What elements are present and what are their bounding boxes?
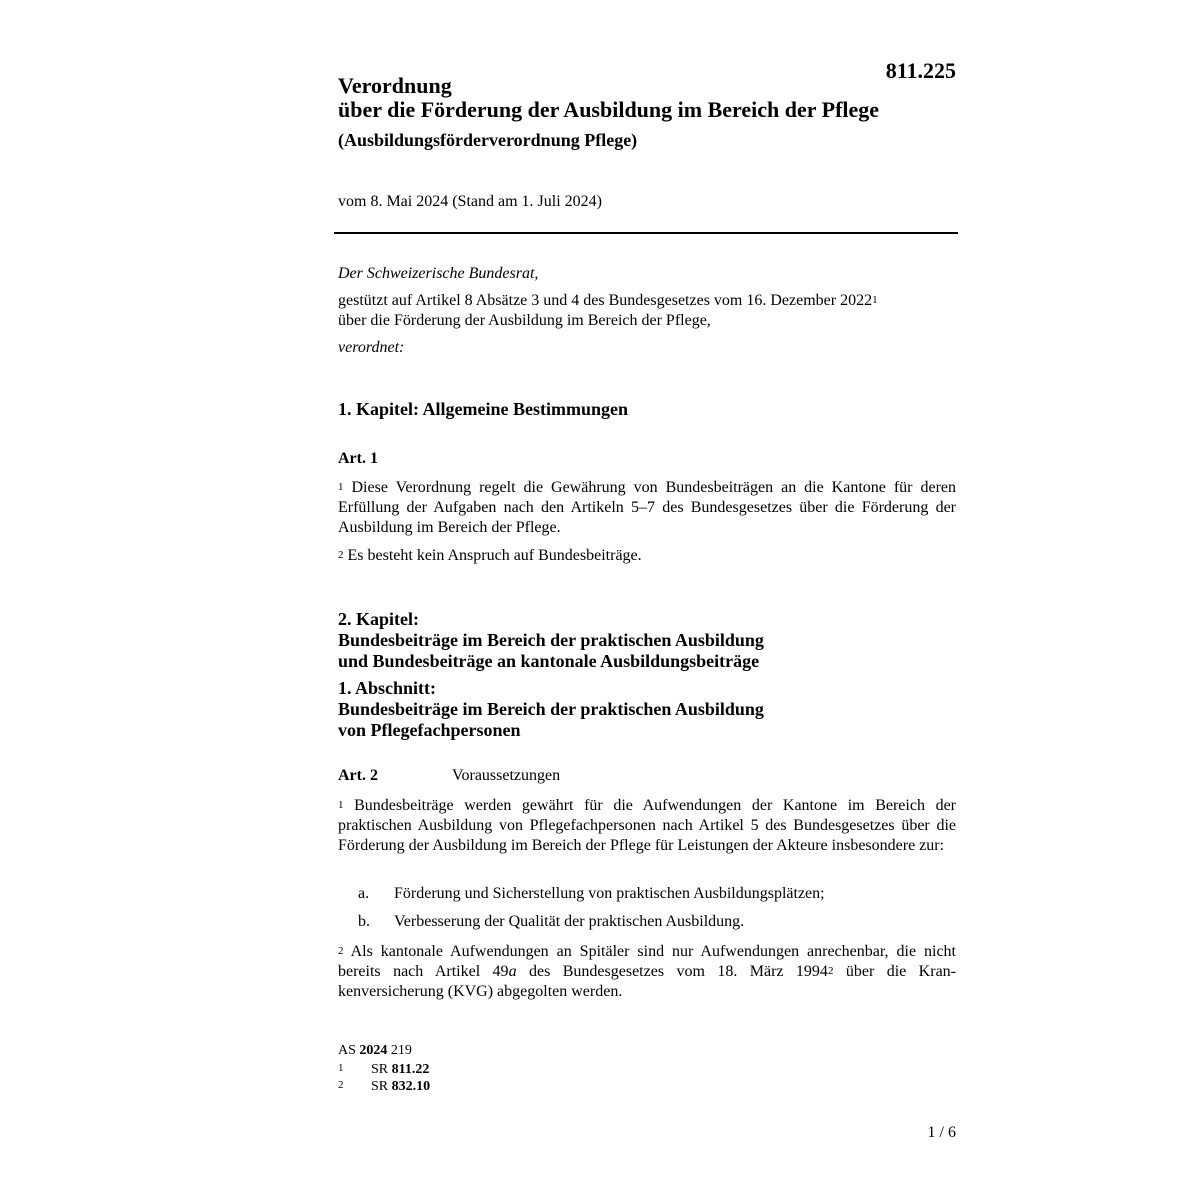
page-number: 1 / 6: [927, 1124, 956, 1141]
para-number: 1: [338, 481, 344, 493]
title-line-2: über die Förderung der Ausbildung im Bereich der Pflege: [338, 97, 880, 122]
art-1-label: Art. 1: [338, 450, 378, 467]
list-item-text: Verbesserung der Qualität der praktischen Ausbildung.: [394, 913, 745, 930]
footnote-prefix: SR: [371, 1062, 392, 1077]
as-reference: [338, 1043, 412, 1059]
footnote-ref-1[interactable]: 1: [872, 294, 878, 306]
preamble-authority: Der Schweizerische Bundesrat,: [338, 265, 539, 282]
footnote-number: 2: [338, 1079, 344, 1091]
art-2-para-2-text-a: Als kantonale Aufwendungen an Spitäler sind nur Aufwendungen anrechenbar, die nicht bereits nach Artikel 49: [338, 943, 956, 980]
art-1-para-2: [338, 546, 956, 566]
header-rule: [334, 232, 958, 234]
art-2-para-2: [338, 942, 956, 1002]
para-number: 2: [338, 945, 344, 957]
art-1-para-2-text: Es besteht kein Anspruch auf Bundesbeiträge.: [347, 547, 642, 564]
chapter-2-heading-line-1: 2. Kapitel:: [338, 609, 419, 629]
footnote-prefix: SR: [371, 1079, 392, 1094]
section-1-heading-line-2: Bundesbeiträge im Bereich der praktischen Ausbildung: [338, 699, 764, 719]
section-1-heading: [338, 678, 764, 741]
footnote-text: [371, 1079, 430, 1095]
art-1-para-1-text: Diese Verordnung regelt die Gewährung von Bundesbeiträgen an die Kantone für deren Erfüllung der Aufgaben nach den Artikeln 5–7 des Bundesgesetzes über die Förderung der Ausbildung im Bereich der Pflege.: [338, 479, 957, 536]
footnote-number: 1: [338, 1062, 344, 1074]
preamble-basis-text-2: über die Förderung der Ausbildung im Bereich der Pflege,: [338, 312, 711, 329]
list-item-letter: a.: [358, 885, 370, 902]
as-page: 219: [387, 1043, 412, 1058]
chapter-2-heading-line-3: und Bundesbeiträge an kantonale Ausbildungsbeiträge: [338, 651, 760, 671]
art-2-para-2-text-b: des Bundesgesetzes vom 18. März 1994: [516, 963, 828, 980]
as-prefix: AS: [338, 1043, 360, 1058]
title-line-1: Verordnung: [338, 73, 452, 98]
art-2-label: Art. 2: [338, 767, 378, 784]
art-2-title: Voraussetzungen: [452, 767, 561, 784]
footnote-ref-2[interactable]: 2: [827, 965, 834, 977]
preamble-basis-text: gestützt auf Artikel 8 Absätze 3 und 4 des Bundesgesetzes vom 16. Dezember 2022: [338, 292, 873, 309]
section-1-heading-line-1: 1. Abschnitt:: [338, 678, 437, 698]
para-number: 1: [338, 799, 344, 811]
chapter-2-heading: [338, 609, 764, 672]
art-2-para-1-text: Bundesbeiträge werden gewährt für die Aufwendungen der Kantone im Bereich der praktischen Ausbildung von Pflegefachpersonen nach Artikel 5 des Bundesgesetzes über die Förderung der Ausbildung im Bereich der Pflege für Leistungen der Akteure insbesondere zur:: [338, 797, 956, 854]
date-line: vom 8. Mai 2024 (Stand am 1. Juli 2024): [338, 193, 602, 210]
art-2-para-1: [338, 796, 956, 856]
chapter-1-heading: 1. Kapitel: Allgemeine Bestimmungen: [338, 399, 628, 419]
art-2-para-2-text-c: über die Kran-kenversicherung (KVG) abgegolten werden.: [338, 963, 956, 1000]
sr-number: 811.225: [885, 58, 956, 83]
footnote-text: [371, 1062, 429, 1078]
para-number: 2: [338, 549, 344, 561]
chapter-2-heading-line-2: Bundesbeiträge im Bereich der praktischen Ausbildung: [338, 630, 764, 650]
art-1-para-1: [338, 478, 956, 538]
list-item-text: Förderung und Sicherstellung von praktischen Ausbildungsplätzen;: [394, 885, 825, 902]
list-item-letter: b.: [358, 913, 370, 930]
short-title: (Ausbildungsförderverordnung Pflege): [338, 130, 638, 150]
as-year: 2024: [359, 1043, 388, 1058]
article-suffix: a: [508, 963, 517, 980]
footnote-ref-number: 811.22: [391, 1062, 430, 1077]
section-1-heading-line-3: von Pflegefachpersonen: [338, 720, 521, 740]
footnote-ref-number: 832.10: [391, 1079, 431, 1094]
preamble-basis: [338, 291, 956, 331]
preamble-decree: verordnet:: [338, 339, 405, 356]
